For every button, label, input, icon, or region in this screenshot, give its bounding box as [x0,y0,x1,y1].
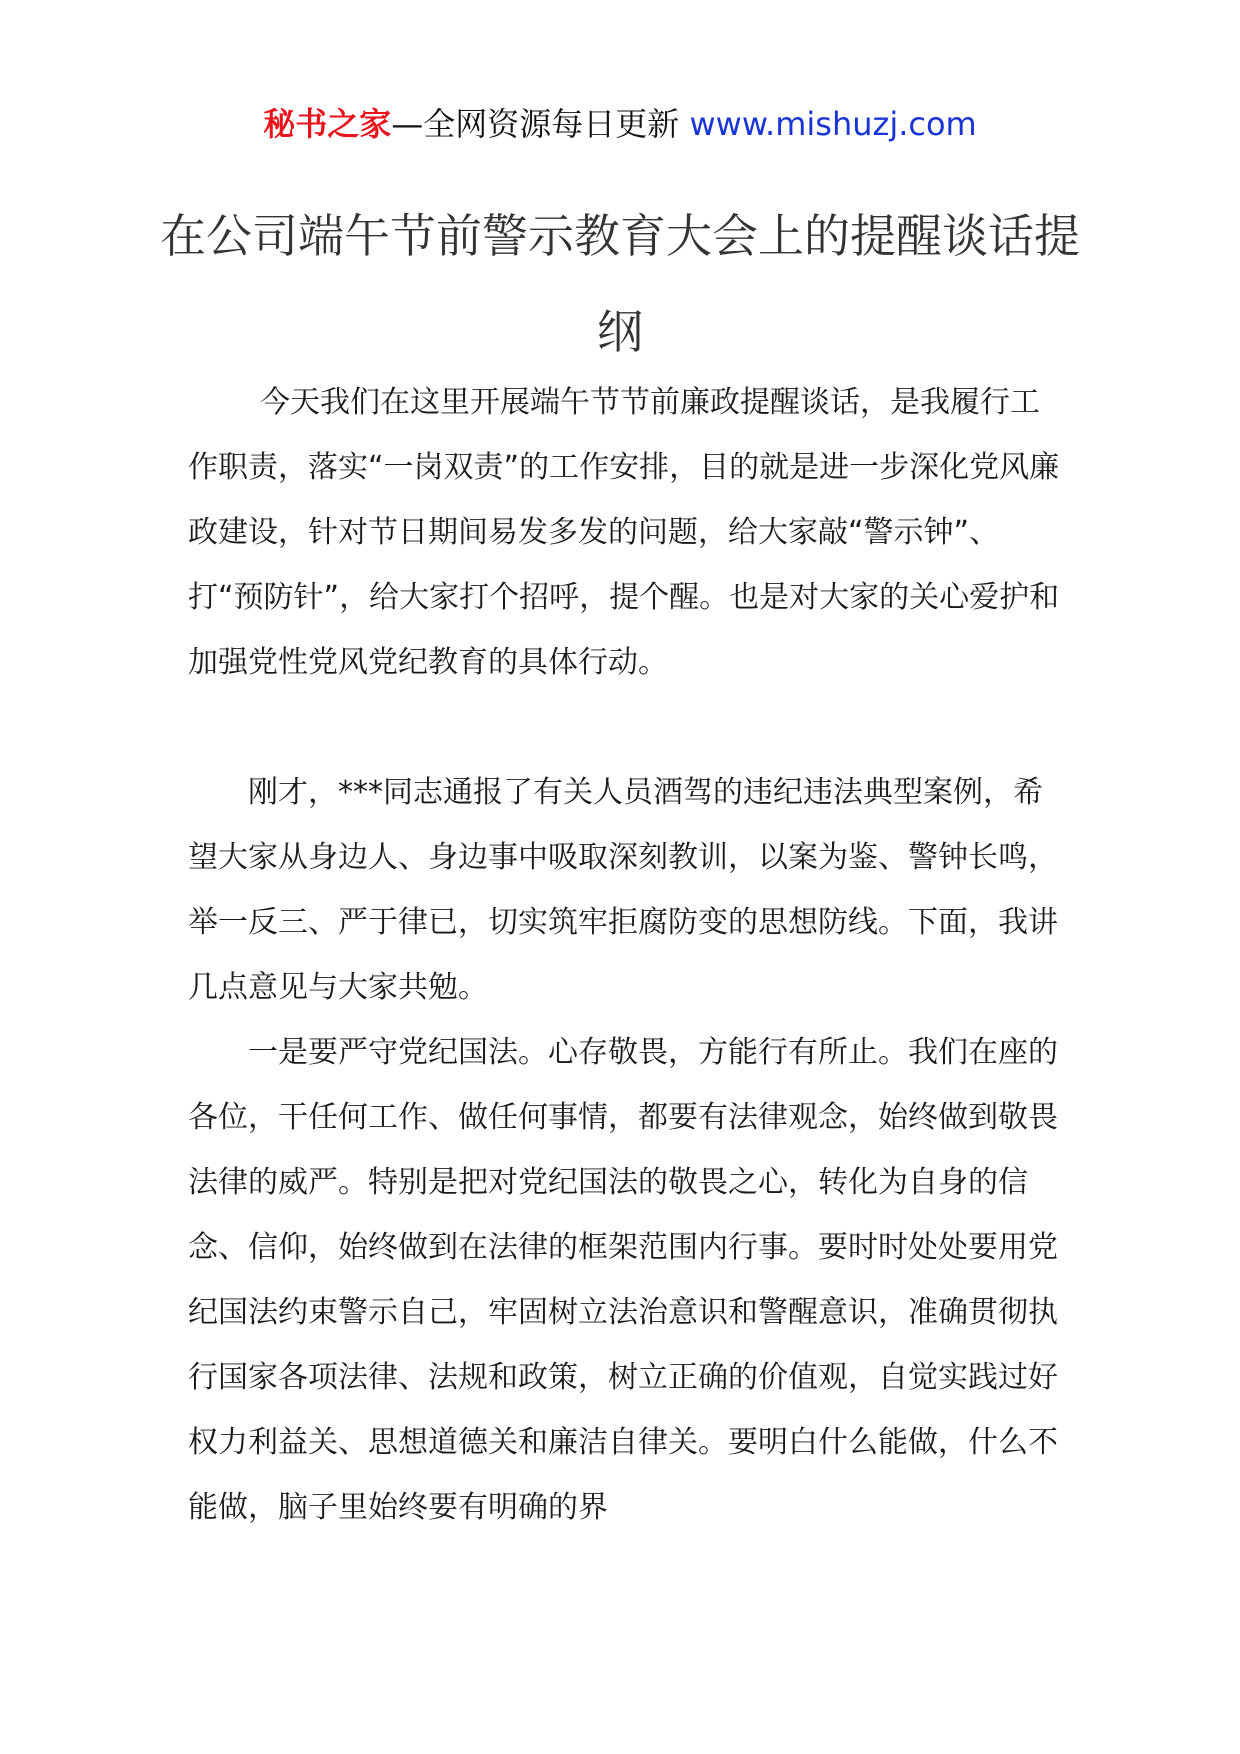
paragraph-case-briefing: 刚才，***同志通报了有关人员酒驾的违纪违法典型案例，希望大家从身边人、身边事中吸取深刻教训，以案为鉴、警钟长鸣，举一反三、严于律已，切实筑牢拒腐防变的思想防线。下面，我讲几点意见与大家共勉。 [188,775,1058,1005]
site-url-link[interactable]: www.mishuzj.com [689,105,977,143]
document-body [188,370,1068,1540]
brand-name: 秘书之家 [263,105,392,143]
paragraph-intro: 今天我们在这里开展端午节节前廉政提醒谈话，是我履行工作职责，落实“一岗双责”的工作安排，目的就是进一步深化党风廉政建设，针对节日期间易发多发的问题，给大家敲“警示钟”、打“预防针”，给大家打个招呼，提个醒。也是对大家的关心爱护和加强党性党风党纪教育的具体行动。 [188,385,1060,680]
document-title: 在公司端午节前警示教育大会上的提醒谈话提纲 [160,209,1080,359]
paragraph-point-one: 一是要严守党纪国法。心存敬畏，方能行有所止。我们在座的各位，干任何工作、做任何事情，都要有法律观念，始终做到敬畏法律的威严。特别是把对党纪国法的敬畏之心，转化为自身的信念、信仰，始终做到在法律的框架范围内行事。要时时处处要用党纪国法约束警示自己，牢固树立法治意识和警醒意识，准确贯彻执行国家各项法律、法规和政策，树立正确的价值观，自觉实践过好权力利益关、思想道德关和廉洁自律关。要明白什么能做，什么不能做，脑子里始终要有明确的界 [188,1035,1058,1525]
header-slogan: —全网资源每日更新 [391,105,680,143]
site-header [0,102,1240,146]
